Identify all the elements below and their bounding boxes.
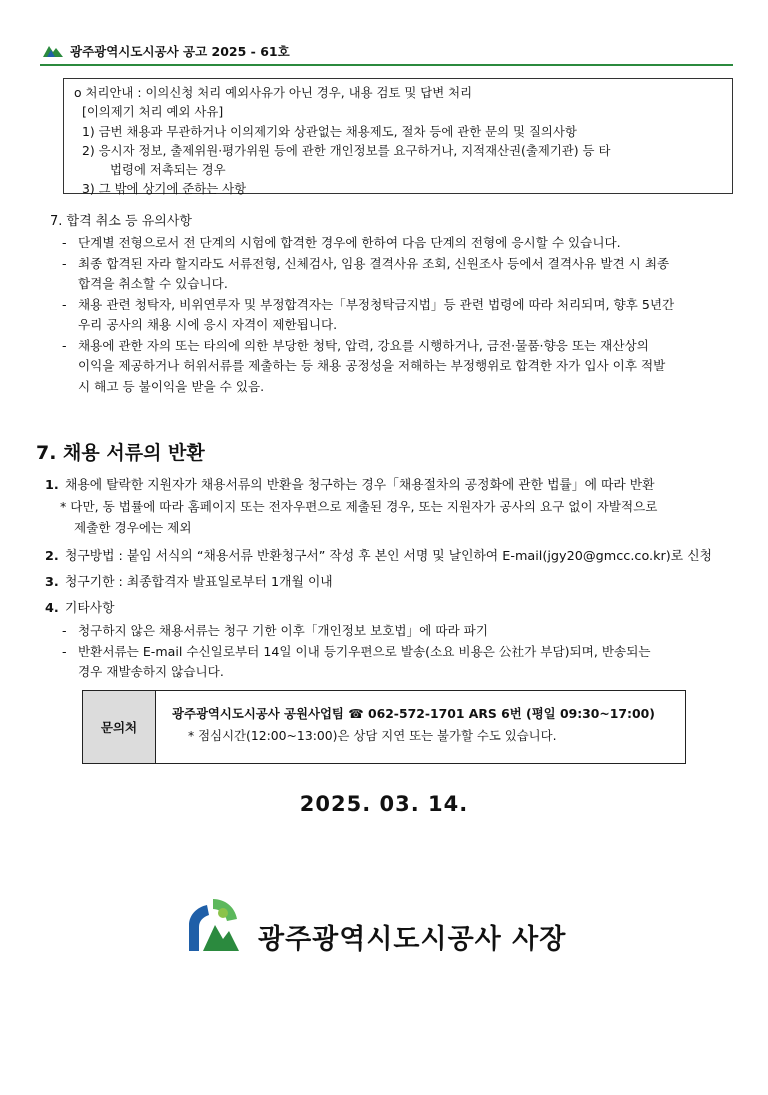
return-item-3: 3. 청구기한 : 최종합격자 발표일로부터 1개월 이내 xyxy=(45,575,333,590)
return-note: * 다만, 동 법률에 따라 홈페이지 또는 전자우편으로 제출된 경우, 또는 지원자가 공사의 요구 없이 자발적으로 제출한 경우에는 제외 xyxy=(60,499,658,535)
announcement-title: 광주광역시도시공사 공고 2025 - 61호 xyxy=(70,44,290,59)
return-item-2: 2. 청구방법 : 붙임 서식의 “채용서류 반환청구서” 작성 후 본인 서명 및 날인하여 E-mail(jgy20@gmcc.co.kr)로 신청 xyxy=(45,549,712,564)
list-item: - 단계별 전형으로서 전 단계의 시험에 합격한 경우에 한하여 다음 단계의 전형에 응시할 수 있습니다. xyxy=(62,235,621,250)
contact-label: 문의처 xyxy=(83,691,156,763)
contact-body xyxy=(156,691,665,763)
issuer-name: 광주광역시도시공사 사장 xyxy=(258,924,567,955)
box-line: [이의제기 처리 예외 사유] xyxy=(82,104,224,120)
box-line: o 처리안내 : 이의신청 처리 예외사유가 아닌 경우, 내용 검토 및 답변 처리 xyxy=(74,85,473,100)
box-line: 2) 응시자 정보, 출제위원·평가위원 등에 관한 개인정보를 요구하거나, 지적재산권(출제기관) 등 타 xyxy=(82,142,611,158)
return-item-1: 1. 채용에 탈락한 지원자가 채용서류의 반환을 청구하는 경우「채용절차의 공정화에 관한 법률」에 따라 반환 xyxy=(45,478,655,493)
contact-lunch-note: * 점심시간(12:00~13:00)은 상담 지연 또는 불가할 수도 있습니다. xyxy=(188,728,557,743)
box-line: 3) 그 밖에 상기에 준하는 사항 xyxy=(82,181,247,197)
gmcc-logo-icon xyxy=(183,895,243,955)
page-header xyxy=(40,38,733,66)
section-heading-document-return: 7. 채용 서류의 반환 xyxy=(36,442,205,464)
box-line: 법령에 저촉되는 경우 xyxy=(110,162,226,178)
list-item: - 반환서류는 E-mail 수신일로부터 14일 이내 등기우편으로 발송(소요 비용은 公社가 부담)되며, 반송되는 경우 재발송하지 않습니다. xyxy=(62,643,651,679)
return-item-4: 4. 기타사항 xyxy=(45,601,115,616)
list-item: - 채용 관련 청탁자, 비위연루자 및 부정합격자는「부정청탁금지법」등 관련 법령에 따라 처리되며, 향후 5년간 우리 공사의 채용 시에 응시 자격이 제한됩니다. xyxy=(62,296,675,332)
list-item: - 채용에 관한 자의 또는 타의에 의한 부당한 청탁, 압력, 강요를 시행하거나, 금전·물품·향응 또는 재산상의 이익을 제공하거나 허위서류를 제출하는 등 채용 공정성을 저해하는 부정행위로 합격한 자가 입사 이후 적발 시 해고 등 불이익을 받을 수 있음. xyxy=(62,337,666,394)
contact-box xyxy=(82,690,686,764)
announcement-date: 2025. 03. 14. xyxy=(299,792,469,816)
gmcc-logo-icon xyxy=(42,42,64,58)
box-line: 1) 금번 채용과 무관하거나 이의제기와 상관없는 채용제도, 절차 등에 관한 문의 및 질의사항 xyxy=(82,123,577,139)
objection-processing-box xyxy=(63,78,733,197)
list-item: - 청구하지 않은 채용서류는 청구 기한 이후「개인정보 보호법」에 따라 파기 xyxy=(62,623,489,638)
cancellation-list xyxy=(62,233,734,397)
other-items-list xyxy=(62,621,734,683)
contact-phone-line: 광주광역시도시공사 공원사업팀 ☎ 062-572-1701 ARS 6번 (평일 09:30~17:00) xyxy=(172,706,655,721)
section-heading-cancellation: 7. 합격 취소 등 유의사항 xyxy=(50,214,192,229)
list-item: - 최종 합격된 자라 할지라도 서류전형, 신체검사, 임용 결격사유 조회, 신원조사 등에서 결격사유 발견 시 최종 합격을 취소할 수 있습니다. xyxy=(62,255,670,291)
